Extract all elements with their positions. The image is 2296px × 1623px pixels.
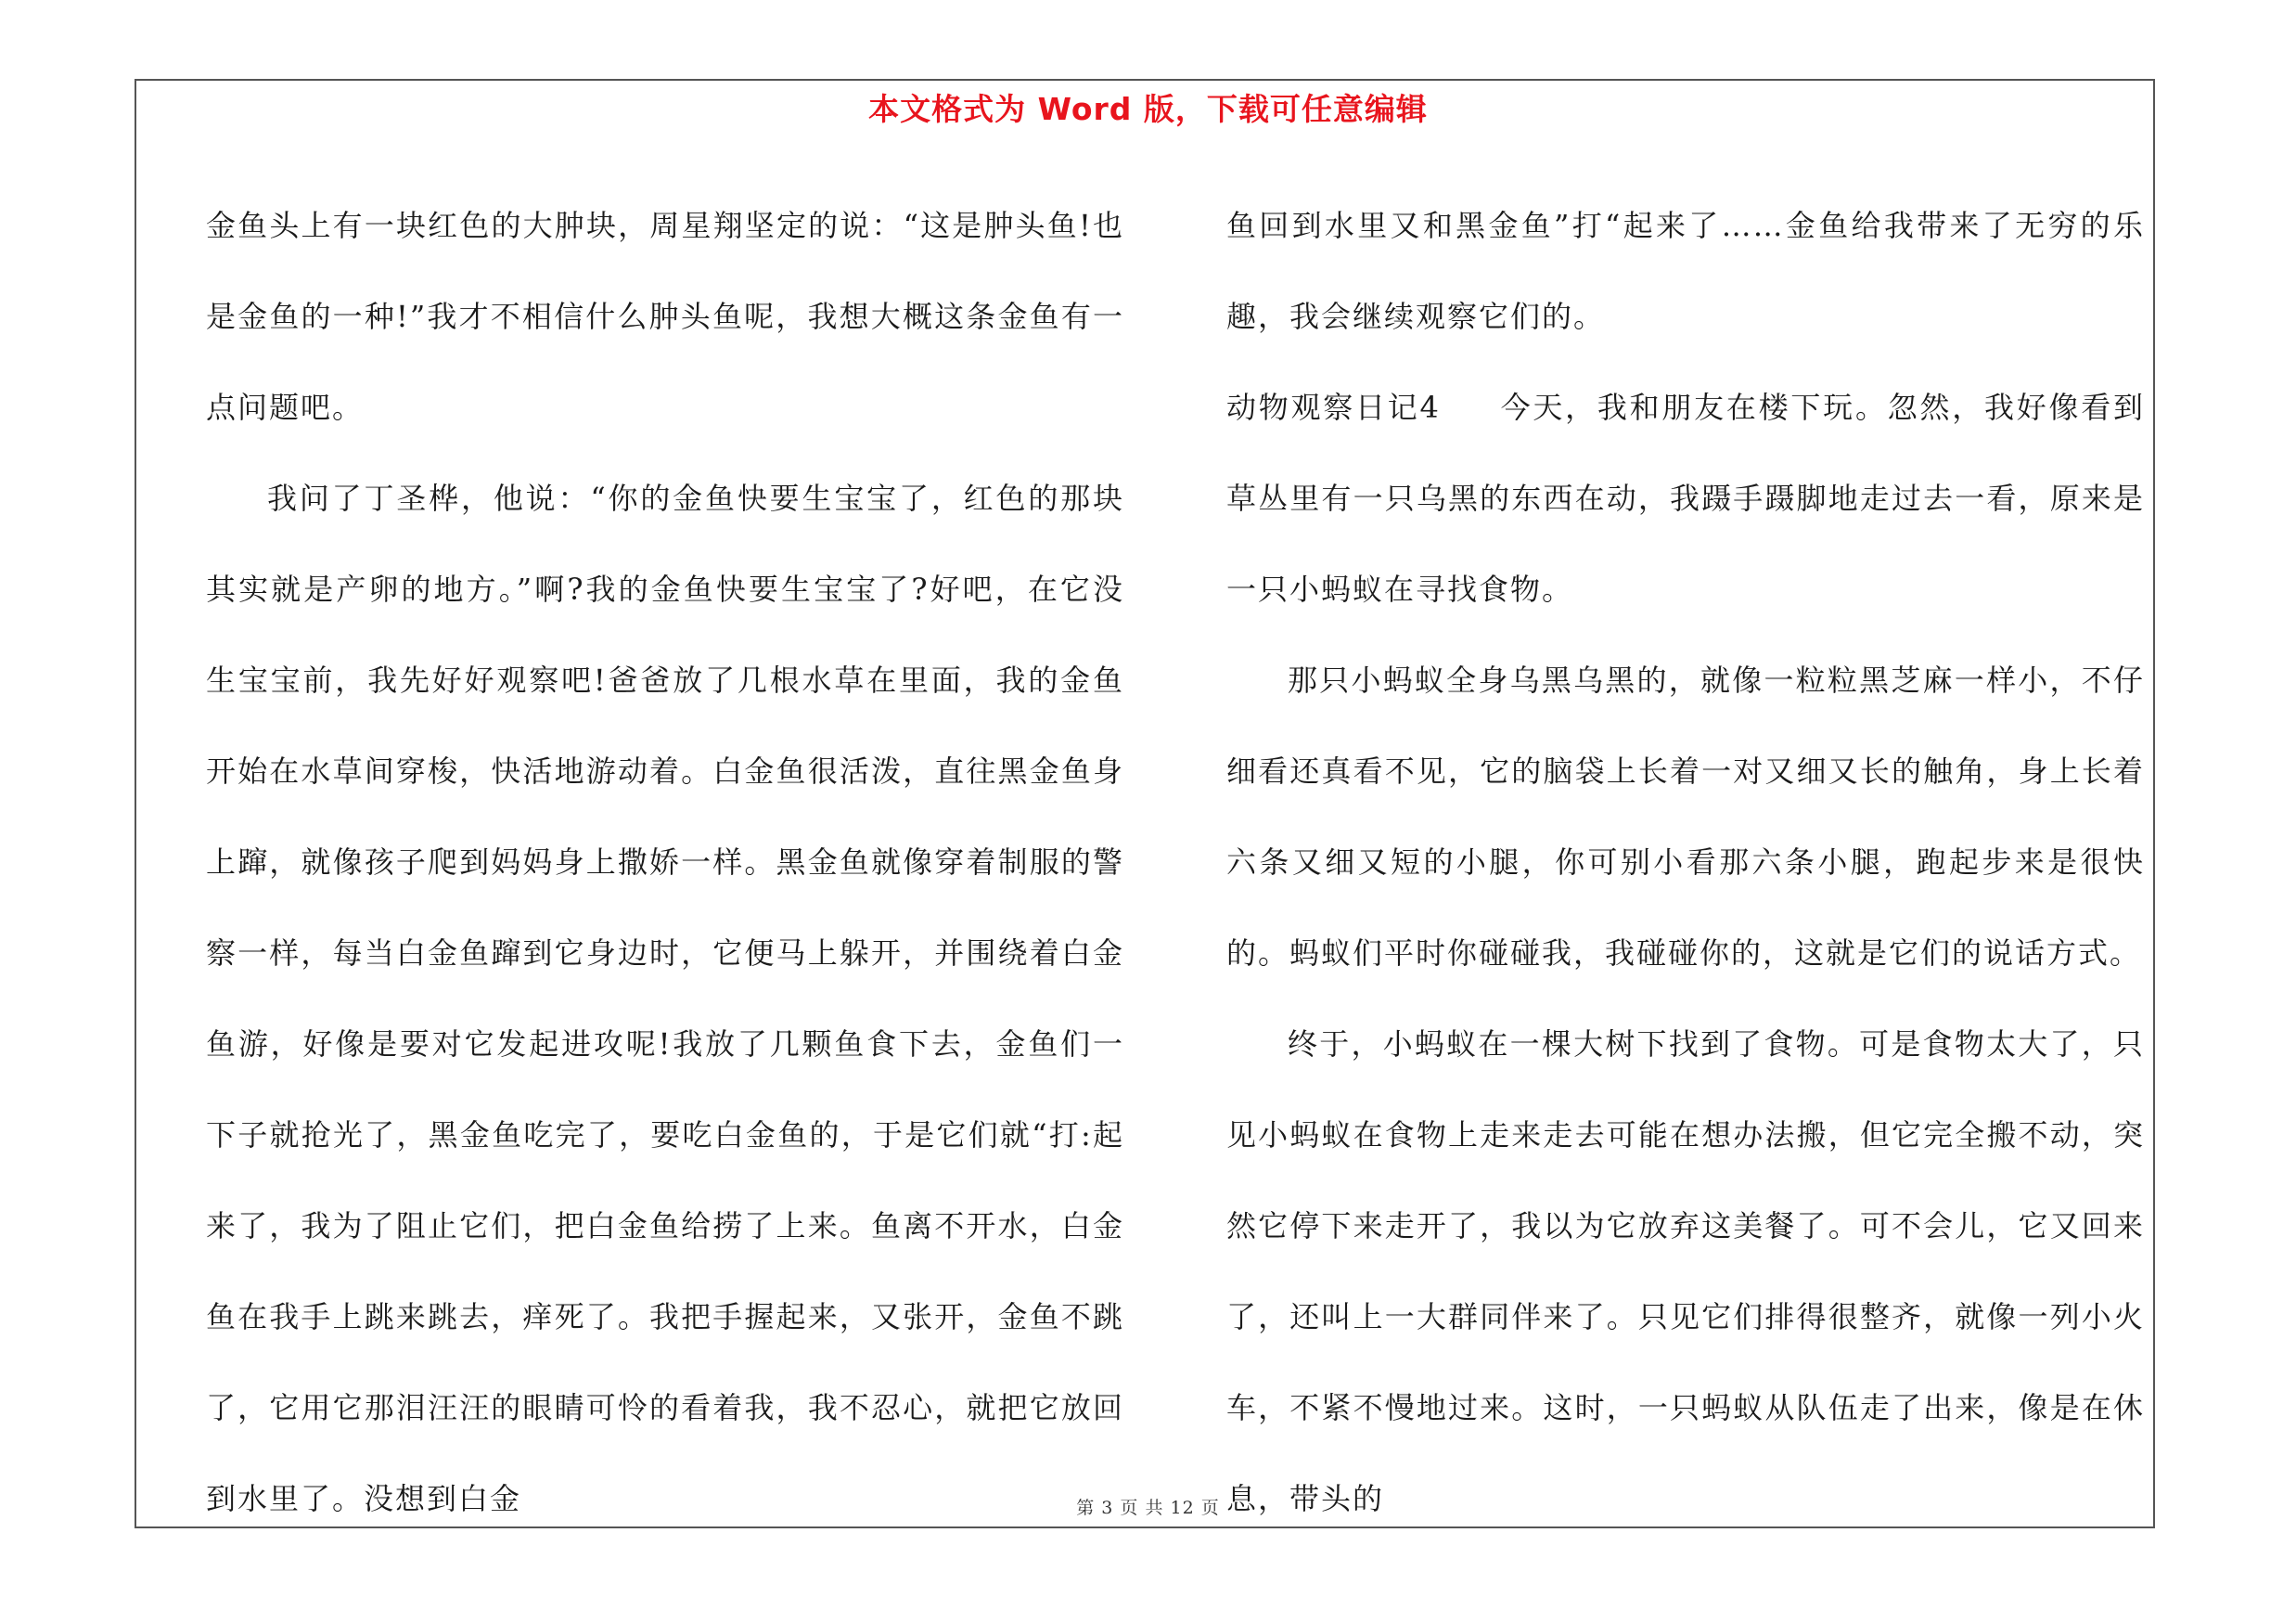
paragraph: 终于，小蚂蚁在一棵大树下找到了食物。可是食物太大了，只见小蚂蚁在食物上走来走去可能在想办法搬，但它完全搬不动，突然它停下来走开了，我以为它放弃这美餐了。可不会儿，它又回来了，还叫上一大群同伴来了。只见它们排得很整齐，就像一列小火车，不紧不慢地过来。这时，一只蚂蚁从队伍走了出来，像是在休息，带头的 bbox=[1226, 1026, 2145, 1516]
right-column bbox=[1226, 180, 2145, 1544]
diary-entry bbox=[1226, 362, 2145, 635]
paragraph-text: 今天，我和朋友在楼下玩。忽然，我好像看到草丛里有一只乌黑的东西在动，我蹑手蹑脚地走过去一看，原来是一只小蚂蚁在寻找食物。 bbox=[1226, 390, 2145, 607]
format-banner: 本文格式为 Word 版，下载可任意编辑 bbox=[868, 91, 1428, 127]
paragraph: 那只小蚂蚁全身乌黑乌黑的，就像一粒粒黑芝麻一样小，不仔细看还真看不见，它的脑袋上长着一对又细又长的触角，身上长着六条又细又短的小腿，你可别小看那六条小腿，跑起步来是很快的。蚂蚁们平时你碰碰我，我碰碰你的，这就是它们的说话方式。 bbox=[1226, 663, 2145, 971]
paragraph: 我问了丁圣桦，他说：“你的金鱼快要生宝宝了，红色的那块其实就是产卵的地方。”啊?我的金鱼快要生宝宝了?好吧，在它没生宝宝前，我先好好观察吧!爸爸放了几根水草在里面，我的金鱼开始在水草间穿梭，快活地游动着。白金鱼很活泼，直往黑金鱼身上蹿，就像孩子爬到妈妈身上撒娇一样。黑金鱼就像穿着制服的警察一样，每当白金鱼蹿到它身边时，它便马上躲开，并围绕着白金鱼游，好像是要对它发起进攻呢!我放了几颗鱼食下去，金鱼们一下子就抢光了，黑金鱼吃完了，要吃白金鱼的，于是它们就“打:起来了，我为了阻止它们，把白金鱼给捞了上来。鱼离不开水，白金鱼在我手上跳来跳去，痒死了。我把手握起来，又张开，金鱼不跳了，它用它那泪汪汪的眼睛可怜的看着我，我不忍心，就把它放回到水里了。没想到白金 bbox=[206, 481, 1124, 1516]
left-column bbox=[206, 180, 1124, 1544]
section-heading: 动物观察日记4 bbox=[1226, 390, 1441, 425]
paragraph: 金鱼头上有一块红色的大肿块，周星翔坚定的说：“这是肿头鱼!也是金鱼的一种!”我才不相信什么肿头鱼呢，我想大概这条金鱼有一点问题吧。 bbox=[206, 208, 1124, 425]
page-number: 第 3 页 共 12 页 bbox=[1076, 1498, 1220, 1518]
paragraph: 鱼回到水里又和黑金鱼”打“起来了……金鱼给我带来了无穷的乐趣，我会继续观察它们的。 bbox=[1226, 208, 2145, 334]
